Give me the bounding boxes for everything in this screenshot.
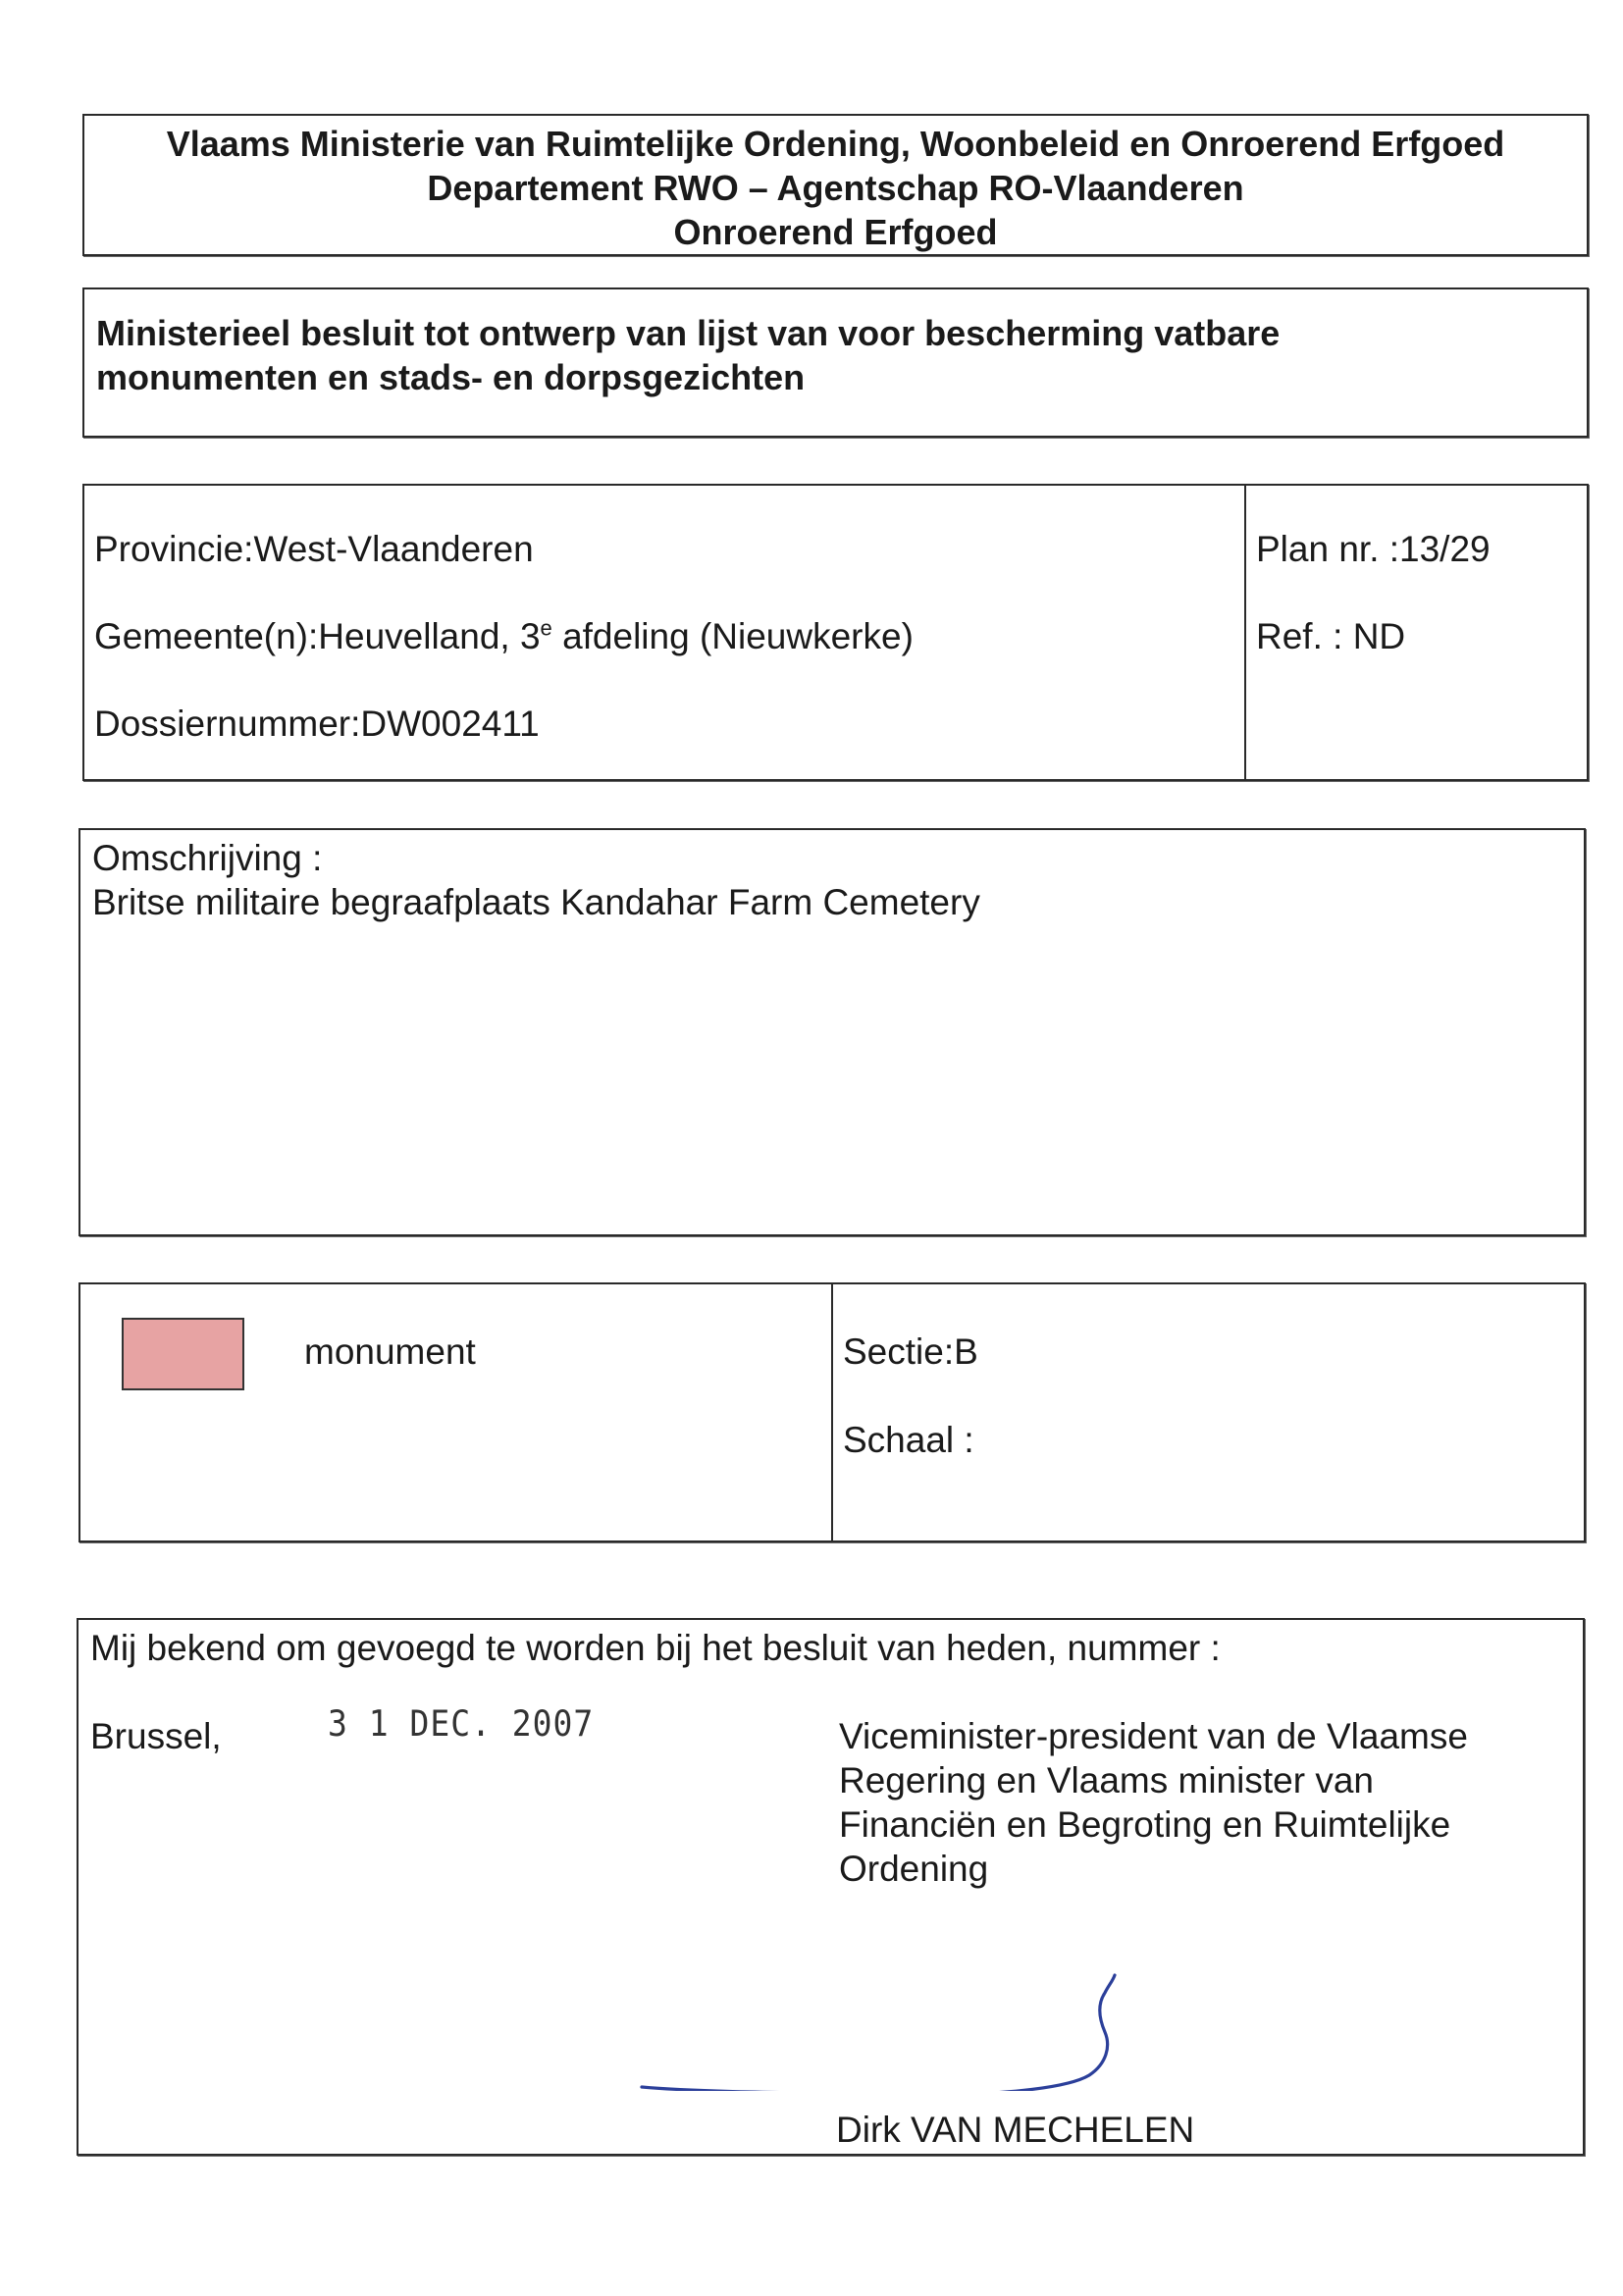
description-label: Omschrijving : [92,838,323,878]
scale: Schaal : [843,1420,974,1460]
signatory-name: Dirk VAN MECHELEN [836,2110,1195,2150]
ministry-name: Vlaams Ministerie van Ruimtelijke Ordening, Woonbeleid en Onroerend Erfgoed [166,124,1505,164]
role-line-1: Viceminister-president van de Vlaamse [839,1716,1468,1756]
section: Sectie:B [843,1331,978,1372]
municipality: Gemeente(n):Heuvelland, 3e afdeling (Nieuwkerke) [94,615,914,656]
description-text: Britse militaire begraafplaats Kandahar Farm Cemetery [92,882,980,922]
date-stamp: 3 1 DEC. 2007 [328,1702,595,1745]
cadastral-info [833,1284,1584,1540]
decree-title [82,287,1589,438]
location-info [82,484,1589,781]
department-name: Departement RWO – Agentschap RO-Vlaanderen [427,168,1244,208]
handwritten-signature [638,1973,1207,2091]
reference: Ref. : ND [1256,616,1406,656]
dossier-number: Dossiernummer:DW002411 [94,704,540,744]
description-box [79,828,1586,1236]
decree-title-line-2: monumenten en stads- en dorpsgezichten [96,357,806,397]
legend [80,1284,833,1540]
role-line-3: Financiën en Begroting en Ruimtelijke [839,1804,1451,1845]
plan-details [1246,486,1587,779]
signature-box [77,1618,1585,2156]
place: Brussel, [90,1716,222,1756]
legend-label: monument [304,1331,476,1372]
decree-title-line-1: Ministerieel besluit tot ontwerp van lijst van voor bescherming vatbare [96,313,1281,353]
ministry-header [82,114,1589,256]
monument-color-swatch [122,1318,244,1390]
notice-text: Mij bekend om gevoegd te worden bij het besluit van heden, nummer : [90,1628,1221,1668]
legend-section [79,1282,1586,1542]
location-details [84,486,1246,779]
plan-number: Plan nr. :13/29 [1256,529,1491,569]
role-line-4: Ordening [839,1849,989,1889]
role-line-2: Regering en Vlaams minister van [839,1760,1374,1800]
agency-name: Onroerend Erfgoed [673,212,998,252]
province: Provincie:West-Vlaanderen [94,529,534,569]
